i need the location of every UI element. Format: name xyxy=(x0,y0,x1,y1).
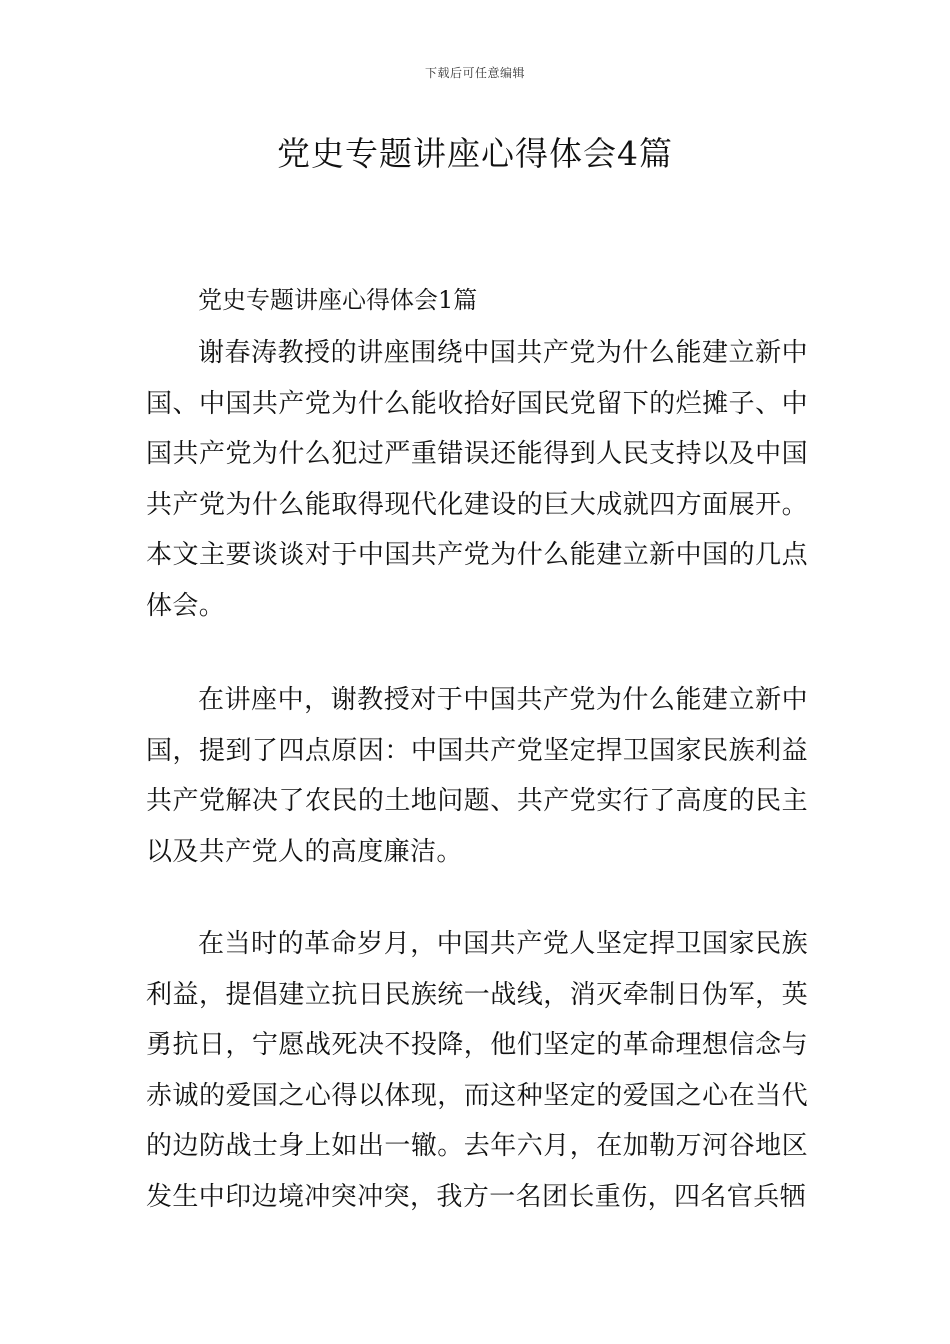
paragraph-2: 在讲座中，谢教授对于中国共产党为什么能建立新中国，提到了四点原因：中国共产党坚定捍卫国家民族利益共产党解决了农民的土地问题、共产党实行了高度的民主以及共产党人的高度廉洁。 xyxy=(146,685,808,867)
header-note: 下载后可任意编辑 xyxy=(424,66,525,80)
document-title: 党史专题讲座心得体会4篇 xyxy=(277,134,673,173)
section-heading: 党史专题讲座心得体会1篇 xyxy=(198,286,478,314)
paragraph-3: 在当时的革命岁月，中国共产党人坚定捍卫国家民族利益，提倡建立抗日民族统一战线，消灭牵制日伪军，英勇抗日，宁愿战死决不投降，他们坚定的革命理想信念与赤诚的爱国之心得以体现，而这种坚定的爱国之心在当代的边防战士身上如出一辙。去年六月，在加勒万河谷地区发生中印边境冲突冲突，我方一名团长重伤，四名官兵牺 xyxy=(146,929,808,1212)
paragraph-1: 谢春涛教授的讲座围绕中国共产党为什么能建立新中国、中国共产党为什么能收拾好国民党留下的烂摊子、中国共产党为什么犯过严重错误还能得到人民支持以及中国共产党为什么能取得现代化建设的巨大成就四方面展开。本文主要谈谈对于中国共产党为什么能建立新中国的几点体会。 xyxy=(146,338,808,621)
